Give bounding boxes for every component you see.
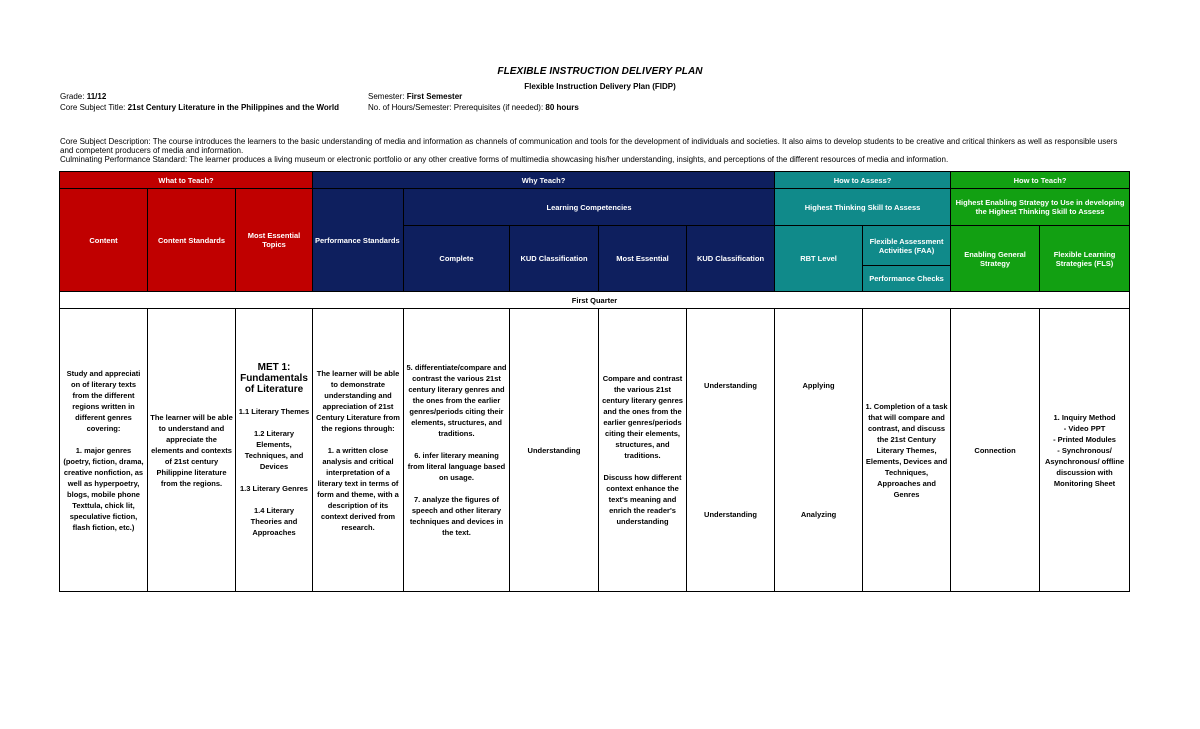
content-text: Study and appreciati on of literary texts from the different regions written in different genres covering: [66,368,141,433]
hours-value: 80 hours [545,103,579,112]
subject-label: Core Subject Title: [60,103,128,112]
subject-line [60,102,339,113]
header-performance-checks: Performance Checks [863,266,951,292]
fls-item-2: - Video PPT [1063,423,1106,433]
kud-2-value-a: Understanding [704,381,757,390]
cell-most-essential-topics [236,309,313,592]
header-highest-thinking-skill: Highest Thinking Skill to Assess [775,189,951,226]
hours-label: No. of Hours/Semester: Prerequisites (if needed): [368,103,546,112]
semester-value: First Semester [406,92,463,101]
kud-1-value: Understanding [527,445,581,455]
cell-content [60,309,148,592]
header-kud-classification-2: KUD Classification [687,226,775,292]
hours-line [368,102,579,113]
topic-2: 1.2 Literary Elements, Techniques, and Devices [244,429,304,471]
header-kud-classification-1: KUD Classification [510,226,599,292]
competency-6: 6. infer literary meaning from literal language based on usage. [407,451,506,482]
header-learning-competencies: Learning Competencies [404,189,775,226]
competency-5: 5. differentiate/compare and contrast the various 21st century literary genres and the ones from the earlier genres/periods citing their elements, structures, and traditions. [406,363,507,438]
header-flexible-learning-strategies: Flexible Learning Strategies (FLS) [1040,226,1130,292]
kud-2-value-b: Understanding [704,510,757,519]
header-flexible-assessment-activities: Flexible Assessment Activities (FAA) [863,226,951,266]
header-content: Content [60,189,148,292]
cell-most-essential-competencies [599,309,687,592]
competency-7: 7. analyze the figures of speech and other literary techniques and devices in the text. [409,495,504,537]
culminating-performance-standard: Culminating Performance Standard: The learner produces a living museum or electronic portfolio or any other creative forms of multimedia showcasing his/her understanding, insights, and perceptions of the different resources of media and information. [60,155,949,164]
fls-item-4: - Synchronous/ Asynchronous/ offline discussion with Monitoring Sheet [1044,445,1125,488]
header-most-essential: Most Essential [599,226,687,292]
cell-flexible-assessment [863,309,951,592]
quarter-label: First Quarter [60,292,1130,309]
header-content-standards: Content Standards [148,189,236,292]
subject-description-block [60,137,1130,164]
cell-enabling-strategy [951,309,1040,592]
cell-complete-competencies [404,309,510,592]
topic-4: 1.4 Literary Theories and Approaches [250,506,298,537]
cell-kud-classification-1 [510,309,599,592]
core-subject-description: Core Subject Description: The course introduces the learners to the basic understanding of media and information as channels of communication and tools for the development of individuals and societies. It also aims to develop students to be creative and critical thinkers as well as responsible users and competent producers of media and information. [60,137,1118,155]
grade-label: Grade: [60,92,87,101]
content-genres: 1. major genres (poetry, fiction, drama, creative nonfiction, as well as hyperpoetry, blogs, mobile phone Texttula, chick lit, speculative fiction, flash fiction, etc.) [63,445,144,532]
fidp-table [59,171,1130,592]
header-complete: Complete [404,226,510,292]
cell-kud-classification-2 [687,309,775,592]
rbt-value-a: Applying [802,381,835,390]
subject-value: 21st Century Literature in the Philippines and the World [127,103,340,112]
header-highest-enabling-strategy: Highest Enabling Strategy to Use in developing the Highest Thinking Skill to Assess [951,189,1130,226]
header-why-teach: Why Teach? [313,172,775,189]
grade-value: 11/12 [86,92,107,101]
most-essential-1: Compare and contrast the various 21st century literary genres and the ones from the earlier genres/periods citing their elements, structures, and traditions. [602,374,683,460]
rbt-value-b: Analyzing [800,510,837,519]
header-enabling-general-strategy: Enabling General Strategy [951,226,1040,292]
header-performance-standards: Performance Standards [313,189,404,292]
cell-content-standards [148,309,236,592]
fls-item-3: - Printed Modules [1053,434,1116,444]
cell-rbt-level [775,309,863,592]
content-standards-text: The learner will be able to understand and appreciate the elements and contexts of 21st century Philippine literature from the regions. [150,412,233,488]
fls-item-1: 1. Inquiry Method [1053,412,1116,422]
document-subtitle: Flexible Instruction Delivery Plan (FIDP) [524,82,676,91]
grade-line [60,91,106,102]
faa-text: 1. Completion of a task that will compare and contrast, and discuss the 21st Century Literary Themes, Elements, Devices and Techniques, Approaches and Genres [865,401,948,499]
document-title: FLEXIBLE INSTRUCTION DELIVERY PLAN [497,66,703,77]
header-most-essential-topics: Most Essential Topics [236,189,313,292]
semester-label: Semester: [368,92,407,101]
most-essential-2: Discuss how different context enhance the text's meaning and enrich the reader's understanding [603,473,682,526]
header-how-to-assess: How to Assess? [775,172,951,189]
header-rbt-level: RBT Level [775,226,863,292]
cell-flexible-learning-strategies [1040,309,1130,592]
met-title: MET 1: Fundamentals of Literature [240,362,308,395]
header-how-to-teach: How to Teach? [951,172,1130,189]
cell-performance-standards [313,309,404,592]
semester-line [368,91,462,102]
topic-1: 1.1 Literary Themes [238,407,310,416]
header-what-to-teach: What to Teach? [60,172,313,189]
performance-standards-text: The learner will be able to demonstrate understanding and appreciation of 21st Century Literature from the regions through: [316,368,400,433]
enabling-value: Connection [974,445,1016,455]
performance-standards-item: 1. a written close analysis and critical interpretation of a literary text in terms of form and theme, with a description of its context derived from research. [317,445,399,532]
topic-3: 1.3 Literary Genres [240,484,308,493]
